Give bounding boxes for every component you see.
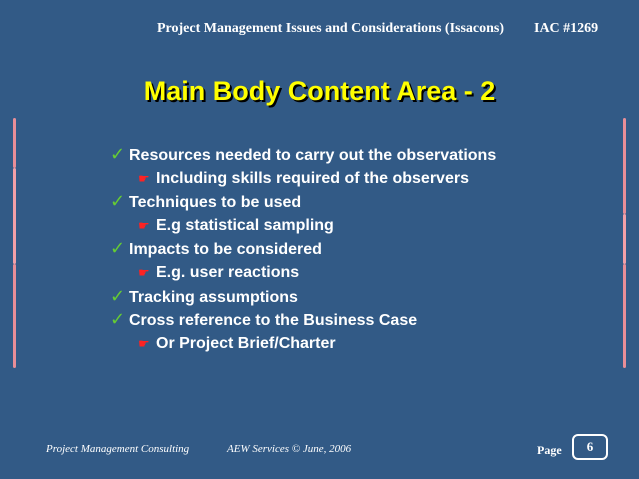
- footer-company: Project Management Consulting: [46, 443, 190, 455]
- sub-bullet-text: E.g. user reactions: [156, 263, 300, 281]
- header-title: Project Management Issues and Considerations (Issacons): [157, 21, 505, 36]
- pointing-hand-icon: ☛: [138, 171, 150, 187]
- page-number: 6: [572, 434, 608, 460]
- right-accent-bar: [623, 214, 626, 264]
- left-accent-bar: [13, 168, 16, 264]
- bullet-item: [110, 143, 610, 167]
- bullet-item: [110, 237, 610, 261]
- right-accent-bar: [623, 264, 626, 368]
- sub-bullet-item: [110, 332, 610, 356]
- header-id: IAC #1269: [534, 21, 599, 36]
- bullet-text: Techniques to be used: [129, 194, 302, 212]
- slide-title: Main Body Content Area - 2: [143, 76, 496, 106]
- sub-bullet-item: [110, 261, 610, 285]
- check-mark-icon: ✓: [110, 144, 126, 165]
- bullet-item: [110, 190, 610, 214]
- bullet-text: Resources needed to carry out the observations: [129, 147, 497, 164]
- bullet-text: Cross reference to the Business Case: [129, 312, 418, 330]
- bullet-list: [110, 143, 610, 355]
- bullet-item: [110, 285, 610, 309]
- left-accent-bar: [13, 264, 16, 368]
- pointing-hand-icon: ☛: [138, 265, 150, 281]
- sub-bullet-text: Including skills required of the observers: [156, 169, 469, 187]
- left-accent-bar: [13, 118, 16, 168]
- bullet-text: Tracking assumptions: [129, 288, 298, 306]
- right-accent-bar: [623, 118, 626, 214]
- sub-bullet-text: Or Project Brief/Charter: [156, 334, 336, 352]
- check-mark-icon: ✓: [110, 238, 126, 260]
- check-mark-icon: ✓: [110, 309, 126, 331]
- pointing-hand-icon: ☛: [138, 218, 150, 234]
- page-label: Page: [537, 443, 562, 457]
- check-mark-icon: ✓: [110, 285, 126, 307]
- check-mark-icon: ✓: [110, 191, 126, 213]
- sub-bullet-text: E.g statistical sampling: [156, 216, 334, 234]
- sub-bullet-item: [110, 167, 610, 191]
- bullet-item: [110, 308, 610, 332]
- pointing-hand-icon: ☛: [138, 336, 150, 352]
- footer-copyright: AEW Services © June, 2006: [227, 443, 352, 455]
- sub-bullet-item: [110, 214, 610, 238]
- bullet-text: Impacts to be considered: [129, 241, 322, 259]
